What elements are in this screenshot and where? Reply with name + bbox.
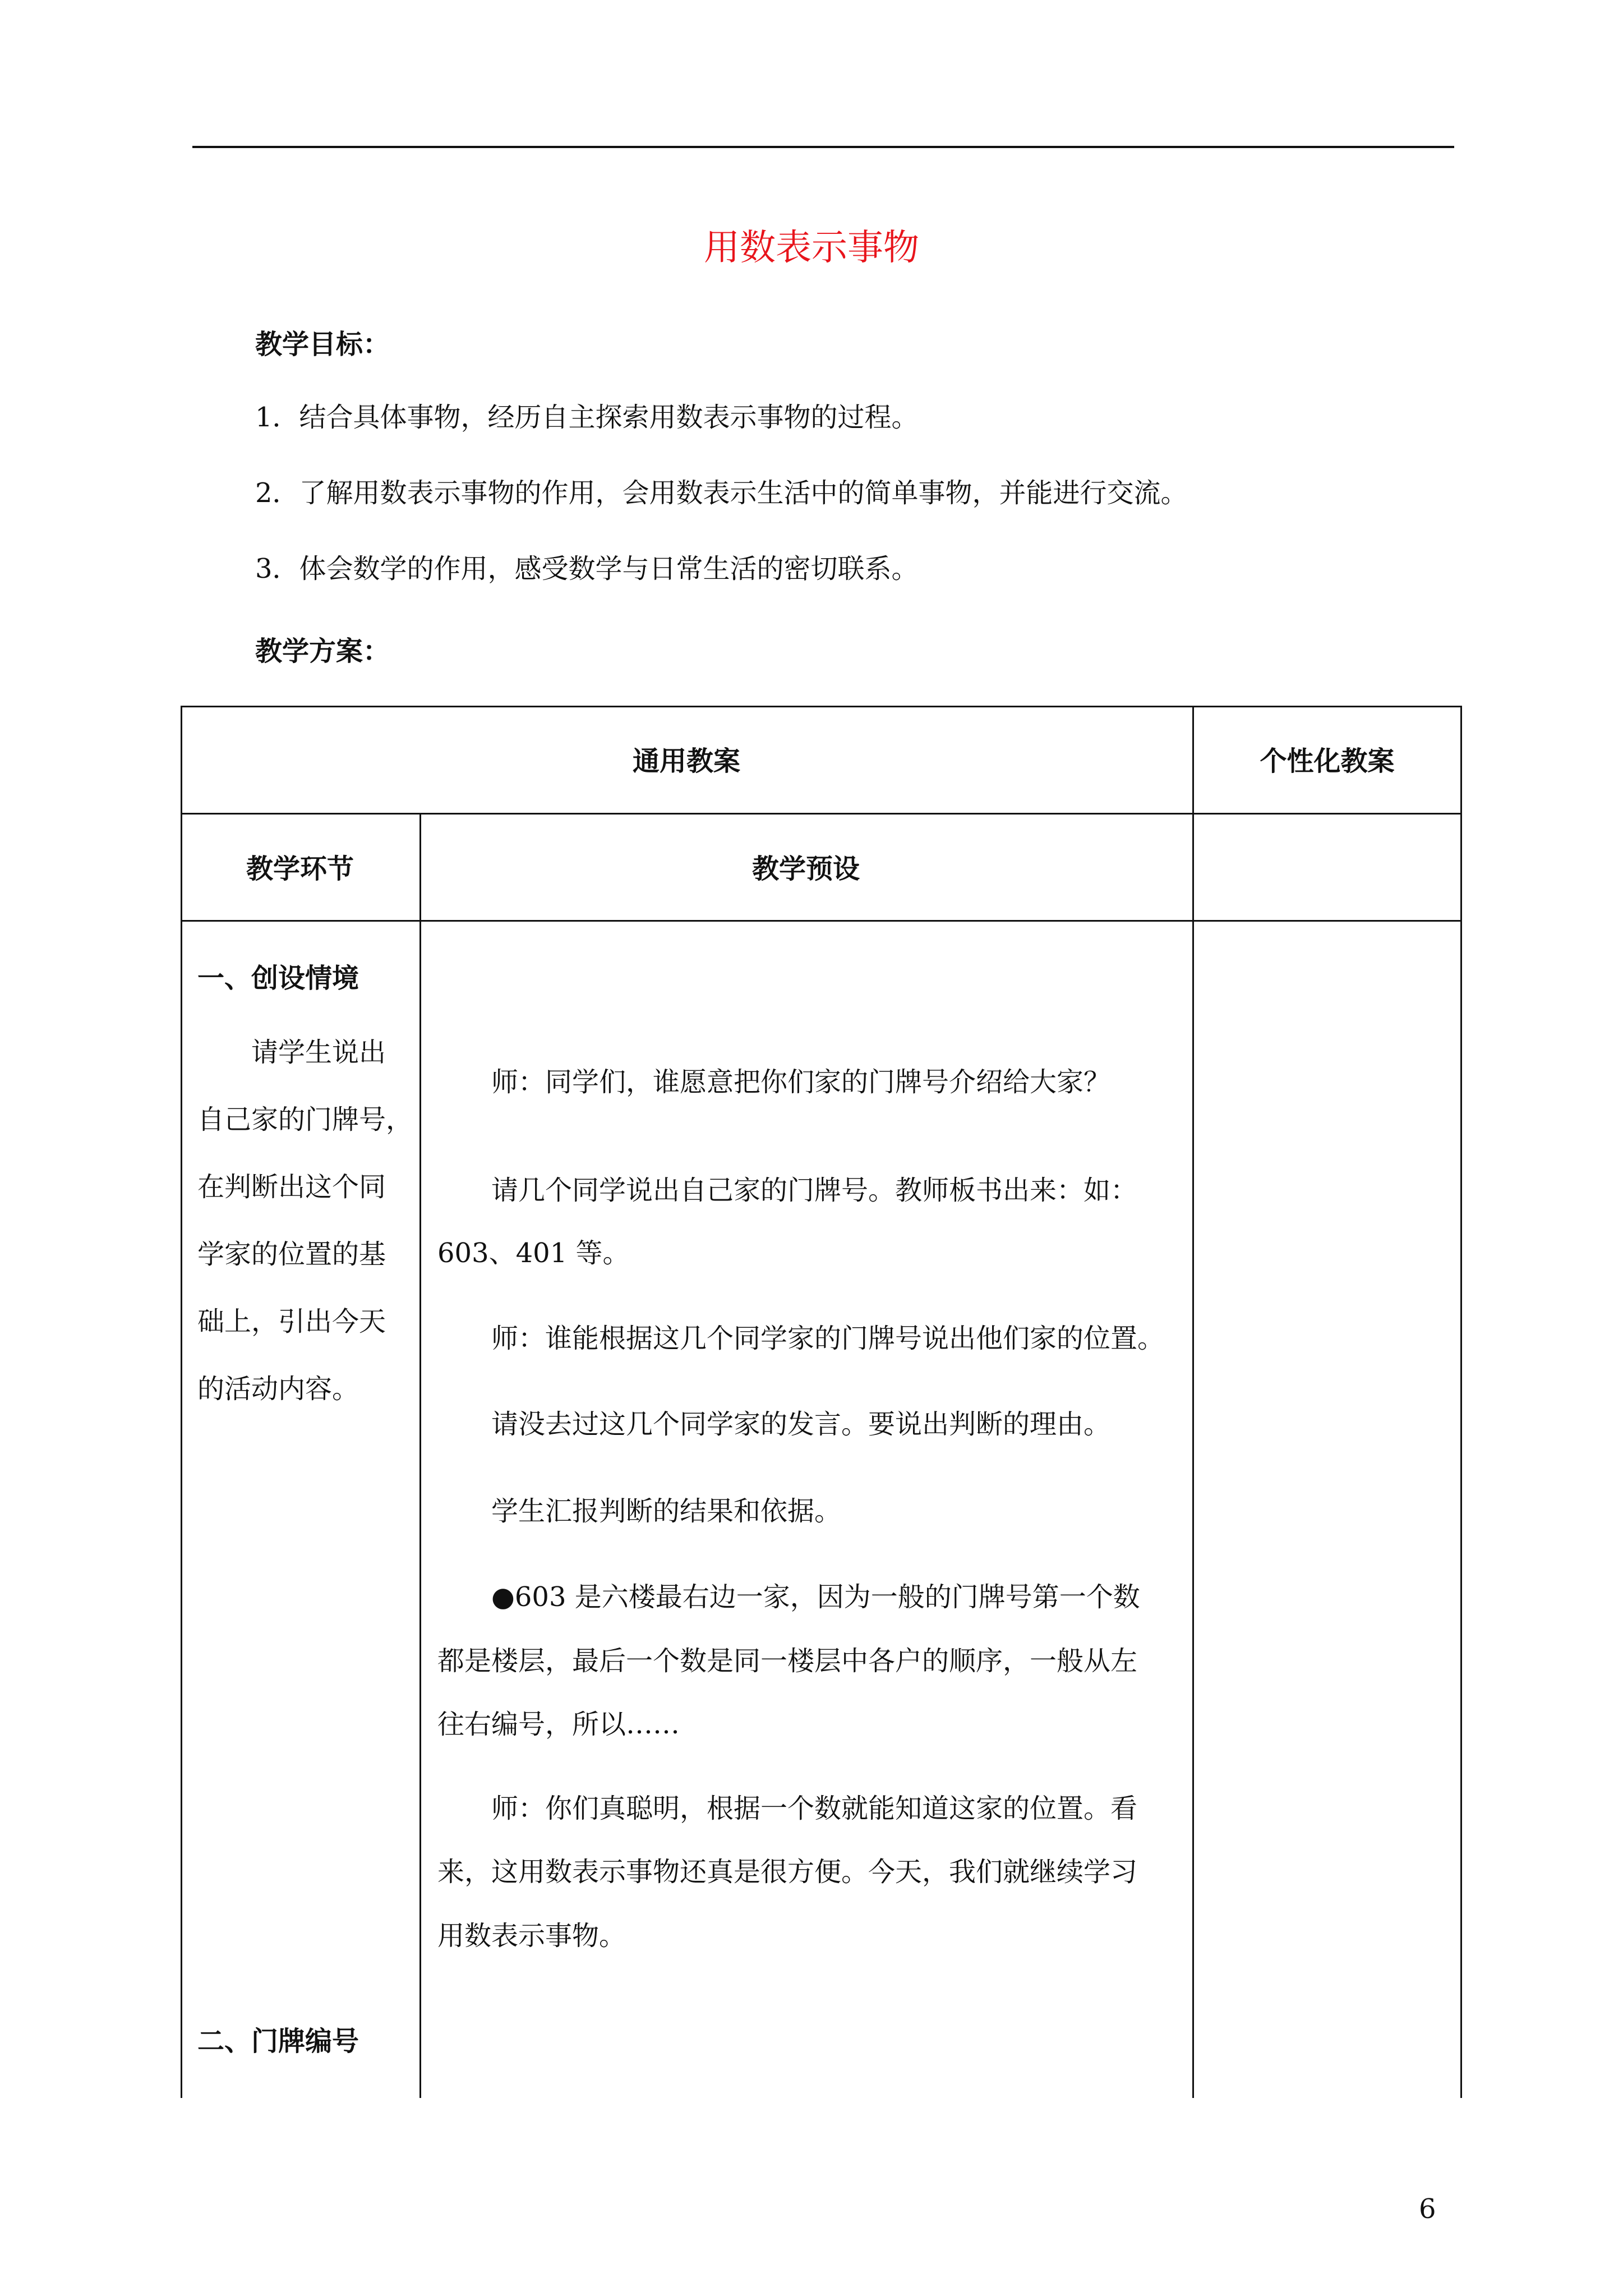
section1-desc-line: 请学生说出 xyxy=(197,1037,386,1068)
table-rule xyxy=(181,920,1462,922)
preset-paragraph: 师：同学们，谁愿意把你们家的门牌号介绍给大家？ xyxy=(437,1066,1111,1098)
preset-paragraph: 请没去过这几个同学家的发言。要说出判断的理由。 xyxy=(437,1409,1111,1440)
section1-desc-line: 学家的位置的基 xyxy=(197,1239,386,1270)
objective-item-3: 3．体会数学的作用，感受数学与日常生活的密切联系。 xyxy=(255,553,919,585)
preset-paragraph: 都是楼层，最后一个数是同一楼层中各户的顺序，一般从左 xyxy=(437,1645,1138,1677)
section1-desc-line: 的活动内容。 xyxy=(197,1373,359,1405)
header-rule xyxy=(192,146,1454,148)
preset-paragraph: 用数表示事物。 xyxy=(437,1920,626,1952)
section1-desc-line: 自己家的门牌号， xyxy=(197,1104,413,1135)
section1-title: 一、创设情境 xyxy=(197,963,359,994)
preset-paragraph: ●603 是六楼最右边一家，因为一般的门牌号第一个数 xyxy=(437,1581,1140,1613)
preset-paragraph: 往右编号，所以…… xyxy=(437,1709,680,1740)
stage-column xyxy=(197,956,411,1423)
preset-paragraph: 学生汇报判断的结果和依据。 xyxy=(437,1496,842,1527)
page-title: 用数表示事物 xyxy=(704,227,919,269)
preset-paragraph: 来，这用数表示事物还真是很方便。今天，我们就继续学习 xyxy=(437,1856,1138,1888)
objective-item-2: 2．了解用数表示事物的作用，会用数表示生活中的简单事物，并能进行交流。 xyxy=(255,477,1188,509)
preset-paragraph: 师：你们真聪明，根据一个数就能知道这家的位置。看 xyxy=(437,1793,1138,1824)
section2-title: 二、门牌编号 xyxy=(197,2026,359,2057)
header-general: 通用教案 xyxy=(632,746,740,777)
objective-item-1: 1．结合具体事物，经历自主探索用数表示事物的过程。 xyxy=(255,402,919,433)
preset-paragraph: 603、401 等。 xyxy=(437,1237,630,1269)
preset-paragraph: 请几个同学说出自己家的门牌号。教师板书出来：如： xyxy=(437,1175,1138,1206)
page-number: 6 xyxy=(1419,2193,1436,2225)
section1-desc-line: 在判断出这个同 xyxy=(197,1171,386,1203)
header-personal: 个性化教案 xyxy=(1260,746,1395,777)
plan-heading: 教学方案： xyxy=(255,636,390,667)
table-divider xyxy=(1192,706,1194,2098)
col-stage: 教学环节 xyxy=(246,853,354,885)
section1-desc-line: 础上，引出今天 xyxy=(197,1306,386,1337)
preset-paragraph: 师：谁能根据这几个同学家的门牌号说出他们家的位置。 xyxy=(437,1323,1165,1354)
col-preset: 教学预设 xyxy=(751,853,860,885)
table-rule xyxy=(181,813,1462,815)
objectives-heading: 教学目标： xyxy=(255,329,390,360)
table-divider xyxy=(419,813,421,2098)
